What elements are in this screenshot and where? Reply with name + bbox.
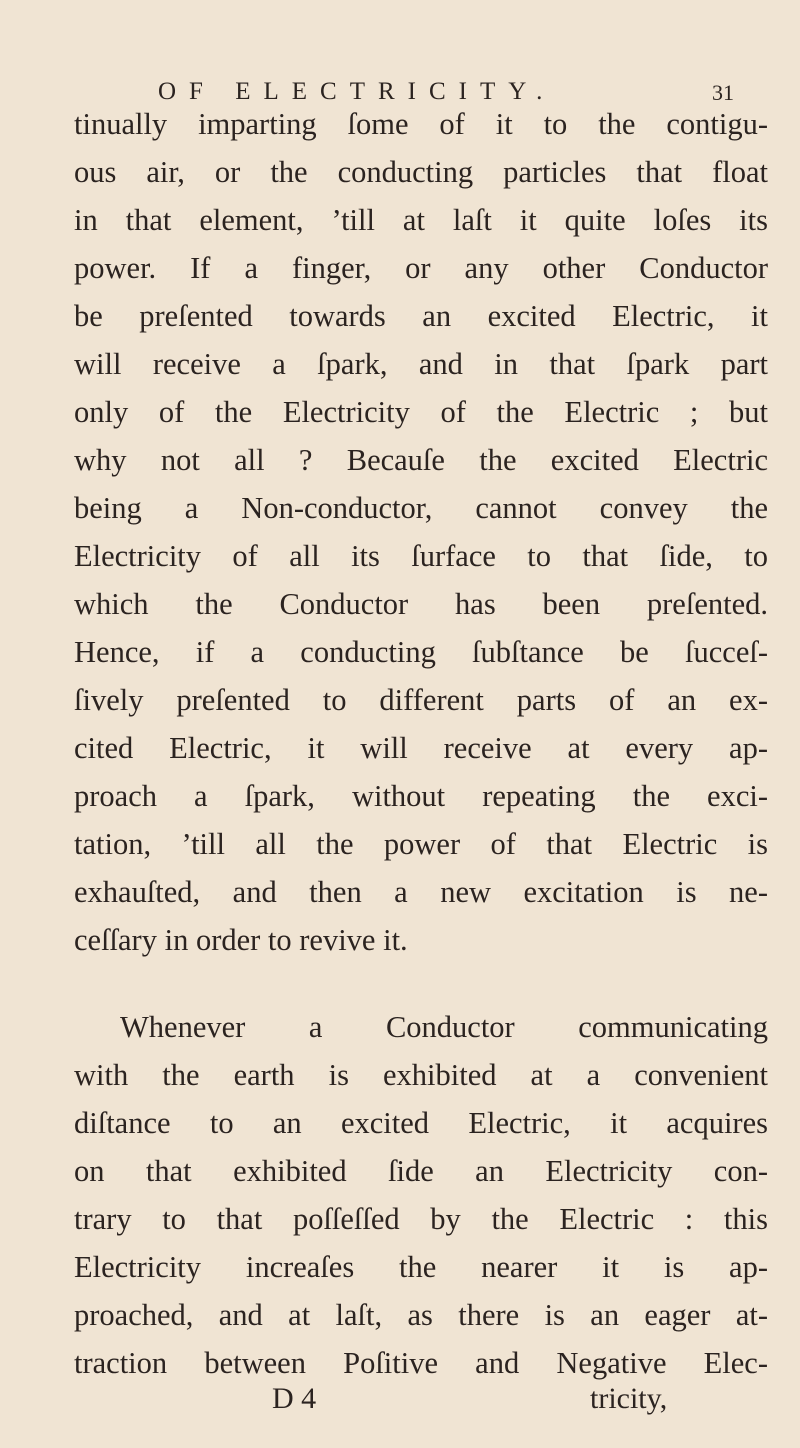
text-line: be preſented towards an excited Electric, it (74, 299, 768, 333)
text-line: Electricity increaſes the nearer it is ap- (74, 1250, 768, 1284)
catchword: tricity, (590, 1382, 668, 1415)
text-line: Hence, if a conducting ſubſtance be ſucceſ- (74, 635, 768, 669)
text-line: which the Conductor has been preſented. (74, 587, 768, 621)
text-line: why not all ? Becauſe the excited Electric (74, 443, 768, 477)
text-line: proached, and at laſt, as there is an eager at- (74, 1298, 768, 1332)
text-line: being a Non-conductor, cannot convey the (74, 491, 768, 525)
text-line: in that element, ’till at laſt it quite loſes its (74, 203, 768, 237)
text-line: power. If a finger, or any other Conductor (74, 251, 768, 285)
text-line: exhauſted, and then a new excitation is ne- (74, 875, 768, 909)
text-line: ceſſary in order to revive it. (74, 923, 408, 957)
text-line: with the earth is exhibited at a convenient (74, 1058, 768, 1092)
text-line: ſively preſented to different parts of an ex- (74, 683, 768, 717)
page-number: 31 (712, 80, 734, 105)
text-line: traction between Poſitive and Negative Elec- (74, 1346, 768, 1380)
text-line: on that exhibited ſide an Electricity con- (74, 1154, 768, 1188)
text-line: tation, ’till all the power of that Electric is (74, 827, 768, 861)
text-line: Whenever a Conductor communicating (120, 1010, 768, 1044)
text-line: only of the Electricity of the Electric ; but (74, 395, 768, 429)
text-line: will receive a ſpark, and in that ſpark part (74, 347, 768, 381)
text-line: Electricity of all its ſurface to that ſide, to (74, 539, 768, 573)
text-line: tinually imparting ſome of it to the contigu- (74, 107, 768, 141)
text-line: diſtance to an excited Electric, it acquires (74, 1106, 768, 1140)
text-line: ous air, or the conducting particles that float (74, 155, 768, 189)
text-line: cited Electric, it will receive at every ap- (74, 731, 768, 765)
text-line: proach a ſpark, without repeating the exci- (74, 779, 768, 813)
text-line: trary to that poſſeſſed by the Electric : this (74, 1202, 768, 1236)
signature-mark: D 4 (272, 1382, 317, 1415)
running-header: OF ELECTRICITY. (158, 78, 556, 105)
